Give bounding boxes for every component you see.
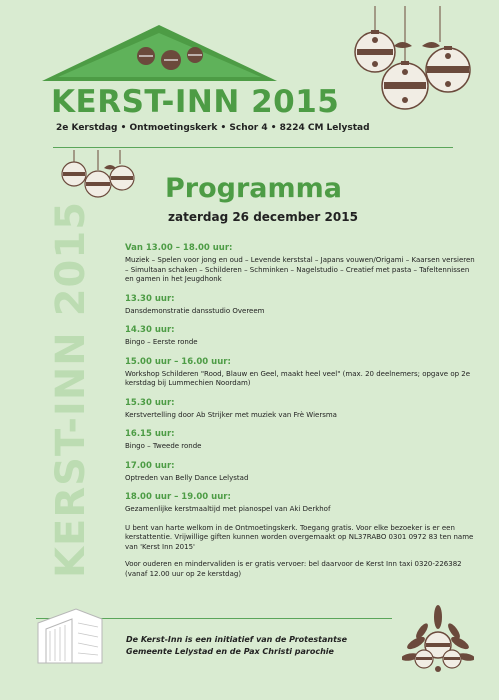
header-divider [53,147,453,148]
program-item-description: Bingo – Tweede ronde [125,442,202,450]
program-item-description: Bingo – Eerste ronde [125,338,198,346]
program-item-description: Optreden van Belly Dance Lelystad [125,473,249,482]
program-item-time: 15.00 uur – 16.00 uur: [125,356,231,367]
vertical-watermark-title: KERST-INN 2015 [48,200,94,578]
program-item [125,243,477,285]
program-item-description: Muziek – Spelen voor jong en oud – Levende kerststal – Japans vouwen/Origami – Kaarsen versieren – Simultaan schaken – Schilderen – Schminken – Nagelstudio – Creatief met pasta – Tafeltennissen en gamen in het Jeugdhonk [125,256,475,283]
program-item-description: Dansdemonstratie dansstudio Overeem [125,306,265,315]
church-building-icon [36,603,106,665]
christmas-wreath-icon [402,603,474,675]
program-item-time: 18.00 uur – 19.00 uur: [125,492,231,502]
program-item [125,398,477,421]
program-item-time: Van 13.00 – 18.00 uur: [125,243,233,253]
christmas-bauble-icon [60,150,140,202]
program-item-time: 13.30 uur: [125,293,175,304]
event-title: KERST-INN 2015 [51,84,340,120]
christmas-bauble-icon [350,6,475,134]
footer-initiative [126,634,347,658]
program-list [125,243,477,587]
footer-line: De Kerst-Inn is een initiatief van de Protestantse [126,635,348,644]
transport-text: Voor ouderen en mindervaliden is er gratis vervoer: bel daarvoor de Kerst Inn taxi 0320-226382 (vanaf 12.00 uur op 2e kerstdag) [125,560,462,578]
program-item-description: Kerstvertelling door Ab Strijker met muziek van Frè Wiersma [125,410,337,419]
program-item-time: 14.30 uur: [125,325,175,335]
program-item-description: Gezamenlijke kerstmaaltijd met pianospel van Aki Derkhof [125,505,331,513]
program-date: zaterdag 26 december 2015 [168,210,358,224]
program-item [125,325,477,348]
program-item-time: 15.30 uur: [125,397,175,408]
program-item-time: 16.15 uur: [125,429,175,439]
program-item-time: 17.00 uur: [125,460,175,471]
program-item [125,461,477,484]
program-heading: Programma [165,173,343,204]
event-subtitle: 2e Kerstdag • Ontmoetingskerk • Schor 4 • 8224 CM Lelystad [56,123,370,133]
welcome-text: U bent van harte welkom in de Ontmoetingskerk. Toegang gratis. Voor elke bezoeker is er een kerstattentie. Vrijwillige giften kunnen worden overgemaakt op NL37RABO 0301 0972 83 ten name van 'Kerst Inn 2015' [125,523,474,551]
house-roof-icon [42,25,277,85]
program-item [125,357,477,389]
program-item [125,294,477,317]
program-item [125,429,477,452]
program-item [125,492,477,515]
program-item-description: Workshop Schilderen "Rood, Blauw en Geel, maakt heel veel" (max. 20 deelnemers; opgave op 2e kerstdag bij Lummechien Noordam) [125,369,471,387]
footer-line: Gemeente Lelystad en de Pax Christi parochie [126,647,334,656]
